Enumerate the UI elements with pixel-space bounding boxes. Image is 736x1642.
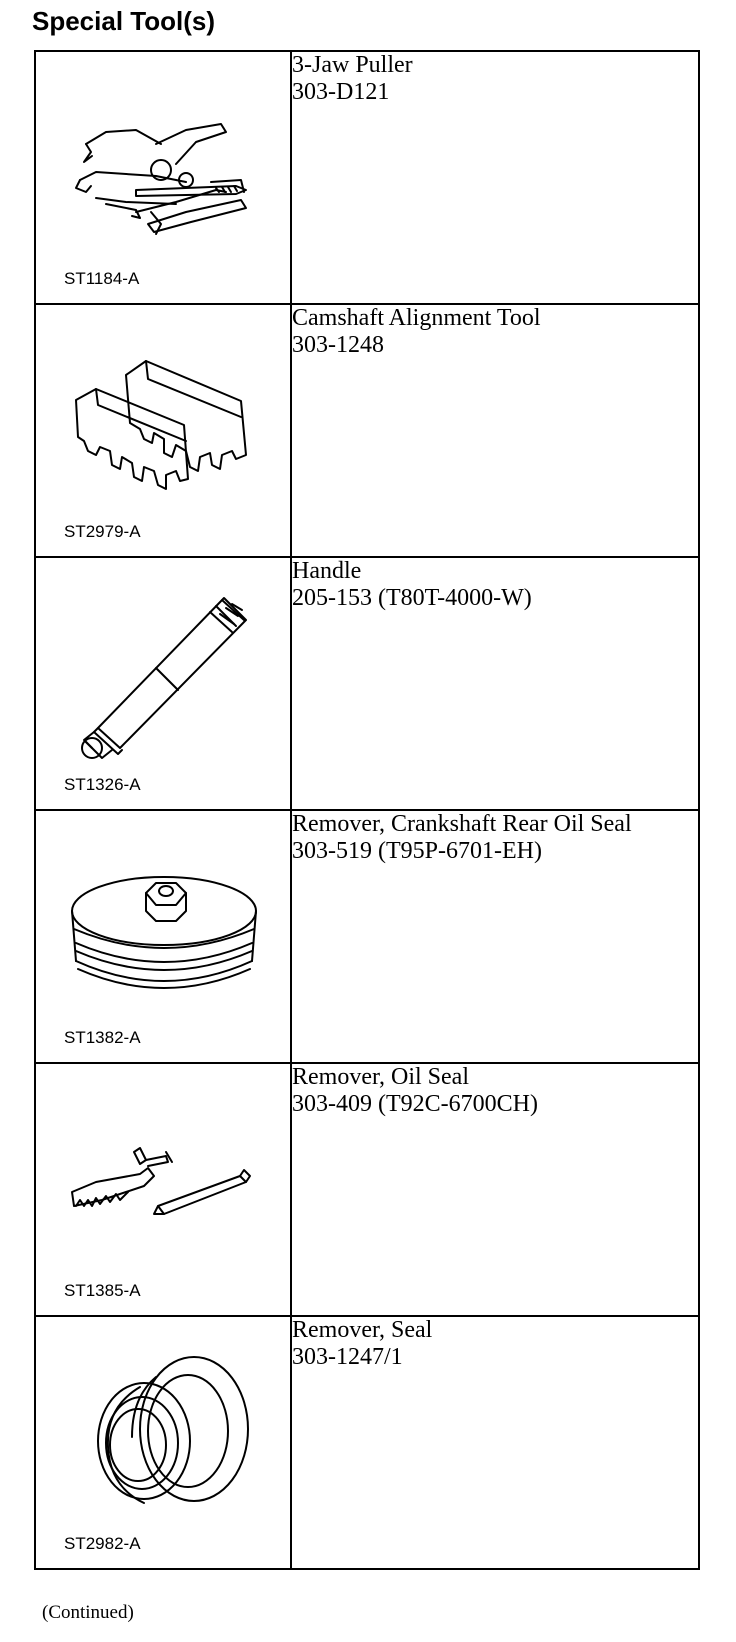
tool-name: Remover, Seal bbox=[292, 1317, 433, 1343]
three-jaw-puller-illustration bbox=[36, 52, 290, 303]
crankshaft-seal-remover-illustration bbox=[36, 811, 290, 1062]
tool-name: Handle bbox=[292, 558, 362, 584]
tool-image-cell bbox=[35, 557, 291, 810]
tool-name: Remover, Crankshaft Rear Oil Seal bbox=[292, 811, 632, 837]
table-row bbox=[35, 557, 699, 810]
page-title: Special Tool(s) bbox=[32, 6, 215, 36]
table-row bbox=[35, 1316, 699, 1569]
tool-description-cell bbox=[291, 1316, 699, 1569]
continued-note: (Continued) bbox=[42, 1602, 134, 1623]
tool-description-cell bbox=[291, 1063, 699, 1316]
handle-illustration bbox=[36, 558, 290, 809]
tool-name: Remover, Oil Seal bbox=[292, 1064, 469, 1090]
table-row bbox=[35, 1063, 699, 1316]
tool-image-cell bbox=[35, 810, 291, 1063]
tool-description-cell bbox=[291, 810, 699, 1063]
tool-code: ST1385-A bbox=[64, 1281, 141, 1300]
tool-code: ST2982-A bbox=[64, 1534, 141, 1553]
oil-seal-remover-illustration bbox=[36, 1064, 290, 1315]
tool-code: ST1184-A bbox=[64, 269, 140, 288]
special-tools-table bbox=[34, 50, 700, 1570]
table-row bbox=[35, 51, 699, 304]
tool-part-number: 303-409 (T92C-6700CH) bbox=[292, 1091, 538, 1117]
tool-description-cell bbox=[291, 557, 699, 810]
tool-part-number: 303-1247/1 bbox=[292, 1344, 403, 1370]
tool-code: ST2979-A bbox=[64, 522, 141, 541]
tool-part-number: 303-1248 bbox=[292, 332, 384, 358]
tool-description-cell bbox=[291, 304, 699, 557]
tool-image-cell bbox=[35, 1316, 291, 1569]
tool-image-cell bbox=[35, 1063, 291, 1316]
tool-part-number: 303-D121 bbox=[292, 79, 390, 105]
tool-part-number: 205-153 (T80T-4000-W) bbox=[292, 585, 532, 611]
seal-remover-illustration bbox=[36, 1317, 290, 1568]
camshaft-alignment-tool-illustration bbox=[36, 305, 290, 556]
tool-name: Camshaft Alignment Tool bbox=[292, 305, 541, 331]
tool-name: 3-Jaw Puller bbox=[292, 52, 413, 78]
tool-part-number: 303-519 (T95P-6701-EH) bbox=[292, 838, 542, 864]
tool-code: ST1382-A bbox=[64, 1028, 141, 1047]
table-row bbox=[35, 304, 699, 557]
tool-image-cell bbox=[35, 304, 291, 557]
table-row bbox=[35, 810, 699, 1063]
tool-image-cell bbox=[35, 51, 291, 304]
tool-description-cell bbox=[291, 51, 699, 304]
tool-code: ST1326-A bbox=[64, 775, 141, 794]
